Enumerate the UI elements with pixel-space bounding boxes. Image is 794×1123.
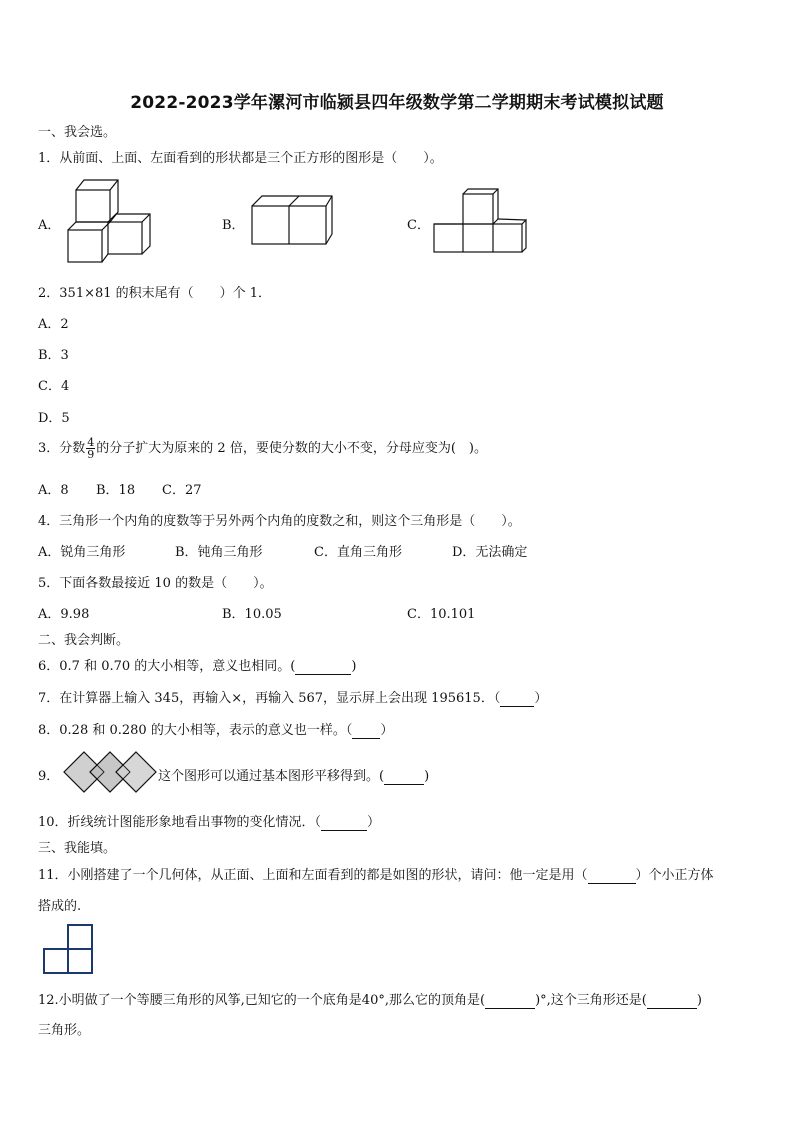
question-3-option-c: C．27 bbox=[162, 483, 202, 498]
question-9-text: 这个图形可以通过基本图形平移得到。( bbox=[158, 769, 385, 784]
section-heading-judge: 二、我会判断。 bbox=[38, 633, 130, 648]
answer-blank[interactable] bbox=[384, 769, 424, 785]
question-4-option-c: C．直角三角形 bbox=[314, 545, 402, 560]
question-6-end: ) bbox=[351, 659, 357, 674]
cube-figure-a bbox=[64, 176, 156, 264]
question-12 bbox=[38, 989, 702, 1009]
question-11 bbox=[38, 864, 714, 884]
question-8 bbox=[38, 719, 393, 739]
question-5-option-a: A．9.98 bbox=[38, 607, 90, 622]
question-9-number: 9． bbox=[38, 769, 60, 784]
question-11-line2: 搭成的. bbox=[38, 899, 82, 914]
question-5-text: 5．下面各数最接近 10 的数是（ ）。 bbox=[38, 576, 273, 591]
cube-figure-c bbox=[430, 186, 530, 256]
question-6-text: 6．0.7 和 0.70 的大小相等，意义也相同。( bbox=[38, 659, 296, 674]
question-5-option-c: C．10.101 bbox=[407, 607, 476, 622]
question-3-prefix: 3．分数 bbox=[38, 441, 86, 456]
question-2-option-c: C．4 bbox=[38, 379, 70, 394]
question-3-text bbox=[38, 437, 487, 460]
question-10-end: ） bbox=[367, 815, 381, 830]
question-11-end: ）个小正方体 bbox=[635, 868, 714, 883]
question-10-text: 10．折线统计图能形象地看出事物的变化情况．（ bbox=[38, 815, 322, 830]
answer-blank[interactable] bbox=[295, 659, 351, 675]
question-2-option-d: D．5 bbox=[38, 411, 70, 426]
question-5-option-b: B．10.05 bbox=[222, 607, 282, 622]
question-9-end: ) bbox=[424, 769, 430, 784]
answer-blank[interactable] bbox=[352, 723, 380, 739]
question-12-line2: 三角形。 bbox=[38, 1023, 91, 1038]
question-10 bbox=[38, 811, 380, 831]
page-title: 2022-2023学年漯河市临颍县四年级数学第二学期期末考试模拟试题 bbox=[130, 93, 664, 113]
question-3-suffix: 的分子扩大为原来的 2 倍，要使分数的大小不变，分母应变为( )。 bbox=[96, 441, 487, 456]
question-2-option-b: B．3 bbox=[38, 348, 69, 363]
answer-blank[interactable] bbox=[485, 993, 535, 1009]
question-4-option-d: D．无法确定 bbox=[452, 545, 528, 560]
section-heading-fill: 三、我能填。 bbox=[38, 841, 117, 856]
question-4-option-b: B．钝角三角形 bbox=[175, 545, 263, 560]
question-12-part1: 12.小明做了一个等腰三角形的风筝,已知它的一个底角是40°,那么它的顶角是( bbox=[38, 993, 486, 1008]
question-2-option-a: A．2 bbox=[38, 317, 69, 332]
question-4-option-a: A．锐角三角形 bbox=[38, 545, 126, 560]
answer-blank[interactable] bbox=[321, 815, 367, 831]
cube-figure-b bbox=[248, 192, 336, 250]
question-6 bbox=[38, 655, 356, 675]
fraction-numerator: 4 bbox=[87, 436, 95, 449]
question-7 bbox=[38, 687, 547, 707]
diamond-pattern-figure bbox=[62, 750, 158, 794]
question-2-text: 2．351×81 的积末尾有（ ）个 1． bbox=[38, 286, 272, 301]
fraction-denominator: 9 bbox=[87, 448, 95, 461]
question-1-text: 1．从前面、上面、左面看到的形状都是三个正方形的图形是（ ）。 bbox=[38, 151, 443, 166]
question-3-option-b: B．18 bbox=[96, 483, 136, 498]
question-1-option-a-label: A． bbox=[38, 218, 61, 233]
section-heading-choose: 一、我会选。 bbox=[38, 125, 117, 140]
question-12-part3: ) bbox=[696, 993, 702, 1008]
question-12-part2: )°,这个三角形还是( bbox=[535, 993, 647, 1008]
answer-blank[interactable] bbox=[647, 993, 697, 1009]
answer-blank[interactable] bbox=[500, 691, 534, 707]
question-11-text: 11．小刚搭建了一个几何体，从正面、上面和左面看到的都是如图的形状，请问：他一定是用（ bbox=[38, 868, 588, 883]
question-4-text: 4．三角形一个内角的度数等于另外两个内角的度数之和，则这个三角形是（ ）。 bbox=[38, 514, 521, 529]
question-7-text: 7．在计算器上输入 345，再输入×，再输入 567，显示屏上会出现 195615．（ bbox=[38, 691, 501, 706]
question-8-end: ） bbox=[380, 723, 394, 738]
question-1-option-c-label: C． bbox=[407, 218, 430, 233]
square-view-figure bbox=[42, 923, 96, 977]
question-7-end: ） bbox=[534, 691, 548, 706]
question-8-text: 8．0.28 和 0.280 的大小相等，表示的意义也一样。（ bbox=[38, 723, 353, 738]
answer-blank[interactable] bbox=[588, 868, 636, 884]
question-3-option-a: A．8 bbox=[38, 483, 69, 498]
question-9 bbox=[158, 765, 429, 785]
question-1-option-b-label: B． bbox=[222, 218, 245, 233]
fraction bbox=[86, 437, 95, 460]
